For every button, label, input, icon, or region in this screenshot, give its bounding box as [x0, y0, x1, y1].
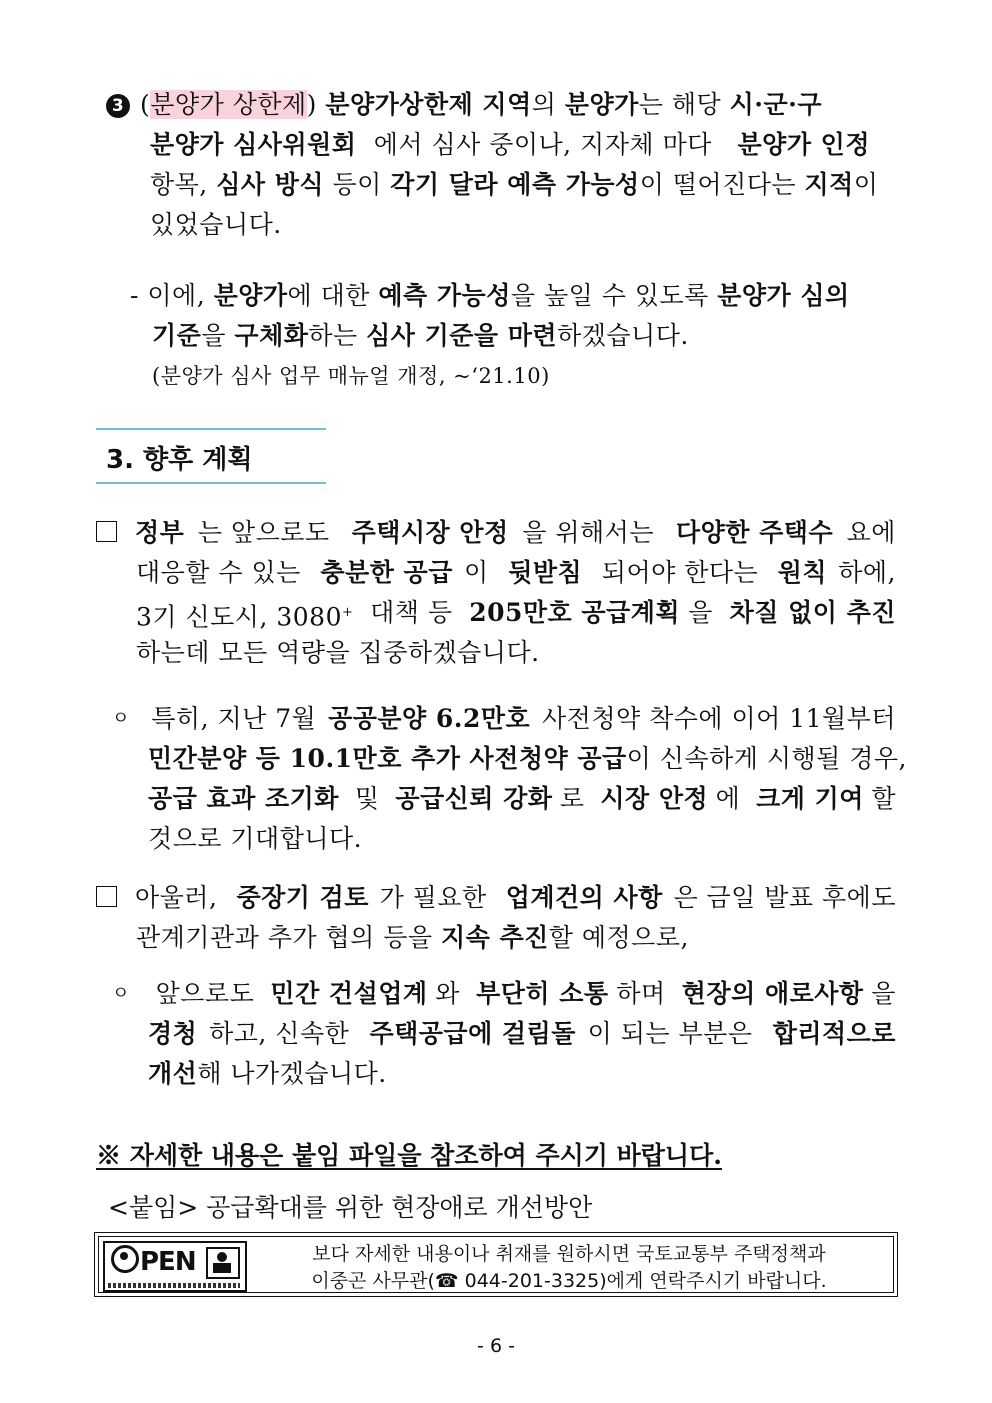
license-person-icon [206, 1247, 240, 1279]
item3-line4: 있었습니다. [150, 210, 282, 239]
checkbox-bullet [96, 886, 117, 907]
checkbox-bullet [96, 521, 117, 542]
para1-sub-line4: 것으로 기대합니다. [148, 824, 363, 853]
open-logo-text: PEN [111, 1245, 196, 1277]
section-heading [96, 428, 326, 484]
para1-sub-line1: ㅇ 특히, 지난 7월 공공분양 6.2만호 사전청약 착수에 이어 11월부터 [112, 704, 896, 733]
open-license-logo [103, 1241, 247, 1292]
logo-caption-strip [108, 1283, 240, 1288]
contact-box-inner [98, 1236, 894, 1293]
para1-sub-line3: 공급 효과 조기화 및 공급신뢰 강화 로 시장 안정 에 크게 기여 할 [148, 784, 896, 813]
logo-o-icon [111, 1245, 139, 1273]
item3-sub-line2: 기준을 구체화하는 심사 기준을 마련하겠습니다. [152, 321, 689, 350]
bullet: ㅇ [112, 708, 130, 729]
contact-box [94, 1232, 898, 1297]
para2-sub-line1: ㅇ 앞으로도 민간 건설업계 와 부단히 소통 하며 현장의 애로사항 을 [112, 979, 896, 1008]
highlight-label: 분양가 상한제 [150, 90, 307, 119]
contact-line-2: 이중곤 사무관(☎ 044-201-3325)에게 연락주시기 바랍니다. [311, 1270, 827, 1292]
item3-line1: 3 (분양가 상한제) 분양가상한제 지역의 분양가는 해당 시·군·구 [106, 90, 866, 120]
para1-line3: 3기 신도시, 3080+ 대책 등 205만호 공급계획 을 차질 없이 추진 [136, 598, 896, 632]
para2-sub-line2: 경청 하고, 신속한 주택공급에 걸림돌 이 되는 부분은 합리적으로 [148, 1019, 896, 1048]
para1-line4: 하는데 모든 역량을 집중하겠습니다. [136, 638, 540, 667]
para1-line1: 정부 는 앞으로도 주택시장 안정 을 위해서는 다양한 주택수 요에 [96, 518, 896, 548]
contact-text [249, 1241, 889, 1295]
reference-note: ※ 자세한 내용은 붙임 파일을 참조하여 주시기 바랍니다. [96, 1141, 722, 1170]
section-title: 3. 향후 계획 [106, 445, 253, 475]
page-number: - 6 - [477, 1335, 515, 1357]
contact-line-1: 보다 자세한 내용이나 취재를 원하시면 국토교통부 주택정책과 [312, 1243, 826, 1265]
para1-sub-line2: 민간분양 등 10.1만호 추가 사전청약 공급 이 신속하게 시행될 경우, [148, 744, 907, 773]
item3-line3: 항목, 심사 방식 등이 각기 달라 예측 가능성이 떨어진다는 지적이 [150, 170, 879, 199]
para2-sub-line3: 개선해 나가겠습니다. [148, 1059, 387, 1088]
para2-line2: 관계기관과 추가 협의 등을 지속 추진할 예정으로, [136, 923, 689, 952]
bullet: ㅇ [112, 983, 130, 1004]
item3-sub-line1: - 이에, 분양가에 대한 예측 가능성을 높일 수 있도록 분양가 심의 [130, 281, 850, 310]
circled-number-3: 3 [106, 94, 130, 118]
para1-line2: 대응할 수 있는 충분한 공급 이 뒷받침 되어야 한다는 원칙 하에, [136, 558, 896, 587]
item3-sub-line3: (분양가 심사 업무 매뉴얼 개정, ~‘21.10) [152, 364, 550, 388]
para2-line1: 아울러, 중장기 검토 가 필요한 업계건의 사항 은 금일 발표 후에도 [96, 883, 896, 913]
attachment-title: <붙임> 공급확대를 위한 현장애로 개선방안 [108, 1193, 593, 1222]
item3-line2: 분양가 심사위원회 에서 심사 중이나, 지자체 마다 분양가 인정 [150, 130, 870, 159]
